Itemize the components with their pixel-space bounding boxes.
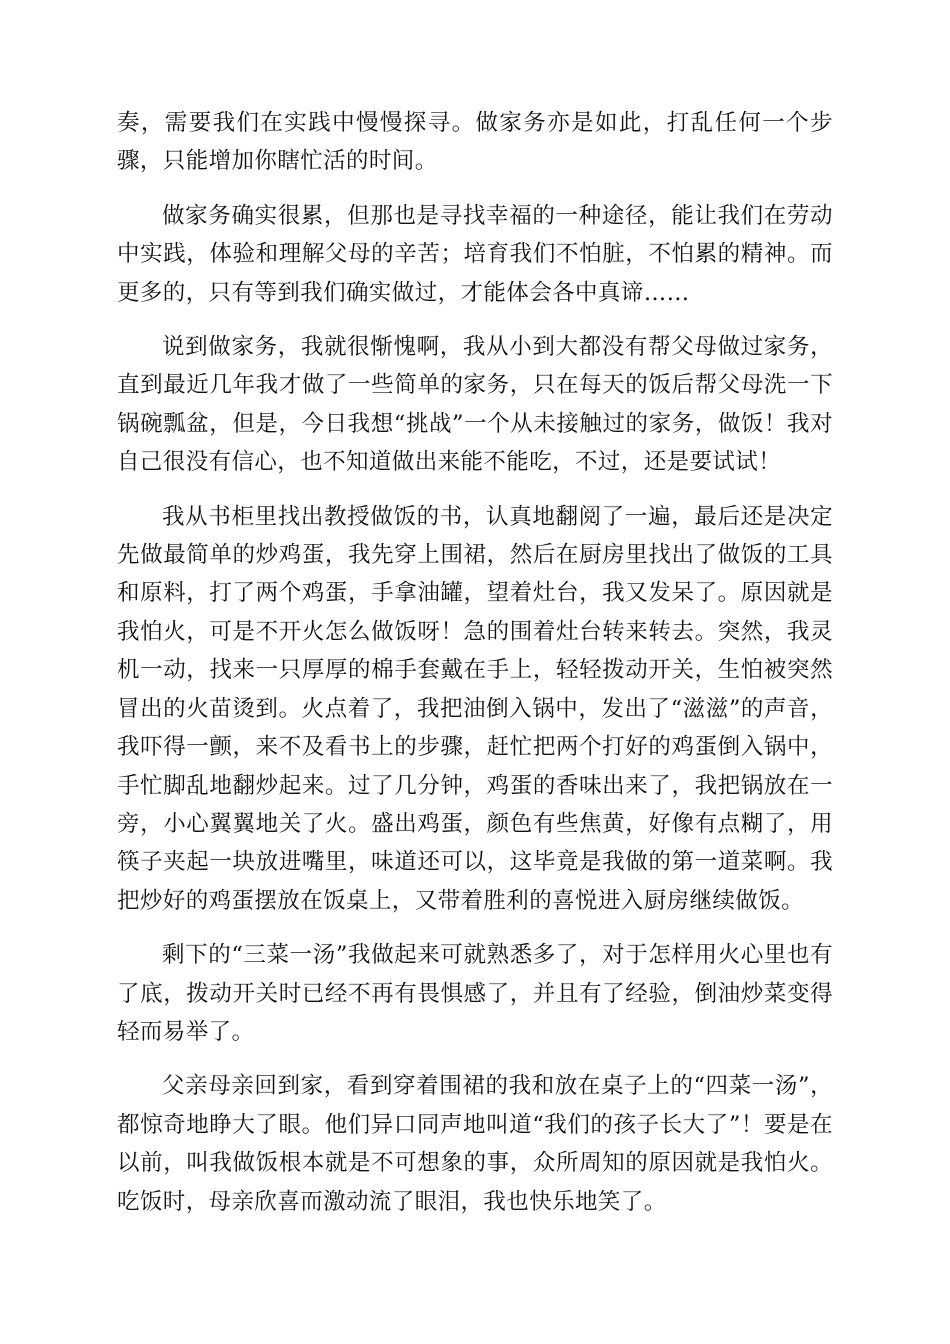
paragraph-continuation: 奏，需要我们在实践中慢慢探寻。做家务亦是如此，打乱任何一个步骤，只能增加你瞎忙活的时间。 — [117, 110, 833, 175]
paragraph-cooking-eggs: 我从书柜里找出教授做饭的书，认真地翻阅了一遍，最后还是决定先做最简单的炒鸡蛋，我先穿上围裙，然后在厨房里找出了做饭的工具和原料，打了两个鸡蛋，手拿油罐，望着灶台，我又发呆了。原因就是我怕火，可是不开火怎么做饭呀！急的围着灶台转来转去。突然，我灵机一动，找来一只厚厚的棉手套戴在手上，轻轻拨动开关，生怕被突然冒出的火苗烫到。火点着了，我把油倒入锅中，发出了“滋滋”的声音，我吓得一颤，来不及看书上的步骤，赶忙把两个打好的鸡蛋倒入锅中，手忙脚乱地翻炒起来。过了几分钟，鸡蛋的香味出来了，我把锅放在一旁，小心翼翼地关了火。盛出鸡蛋，颜色有些焦黄，好像有点糊了，用筷子夹起一块放进嘴里，味道还可以，这毕竟是我做的第一道菜啊。我把炒好的鸡蛋摆放在饭桌上，又带着胜利的喜悦进入厨房继续做饭。 — [117, 503, 833, 914]
document-body — [117, 104, 833, 1237]
paragraph-challenge: 说到做家务，我就很惭愧啊，我从小到大都没有帮父母做过家务，直到最近几年我才做了一些简单的家务，只在每天的饭后帮父母洗一下锅碗瓢盆，但是，今日我想“挑战”一个从未接触过的家务，做饭！我对自己很没有信心，也不知道做出来能不能吃，不过，还是要试试！ — [117, 334, 833, 476]
paragraph-three-dishes: 剩下的“三菜一汤”我做起来可就熟悉多了，对于怎样用火心里也有了底，拨动开关时已经不再有畏惧感了，并且有了经验，倒油炒菜变得轻而易举了。 — [117, 942, 833, 1045]
paragraph-parents-return: 父亲母亲回到家，看到穿着围裙的我和放在桌子上的“四菜一汤”，都惊奇地睁大了眼。他们异口同声地叫道“我们的孩子长大了”！要是在以前，叫我做饭根本就是不可想象的事，众所周知的原因就是我怕火。吃饭时，母亲欣喜而激动流了眼泪，我也快乐地笑了。 — [117, 1073, 833, 1215]
paragraph-housework-reflection: 做家务确实很累，但那也是寻找幸福的一种途径，能让我们在劳动中实践，体验和理解父母的辛苦；培育我们不怕脏，不怕累的精神。而更多的，只有等到我们确实做过，才能体会各中真谛…… — [117, 202, 833, 306]
